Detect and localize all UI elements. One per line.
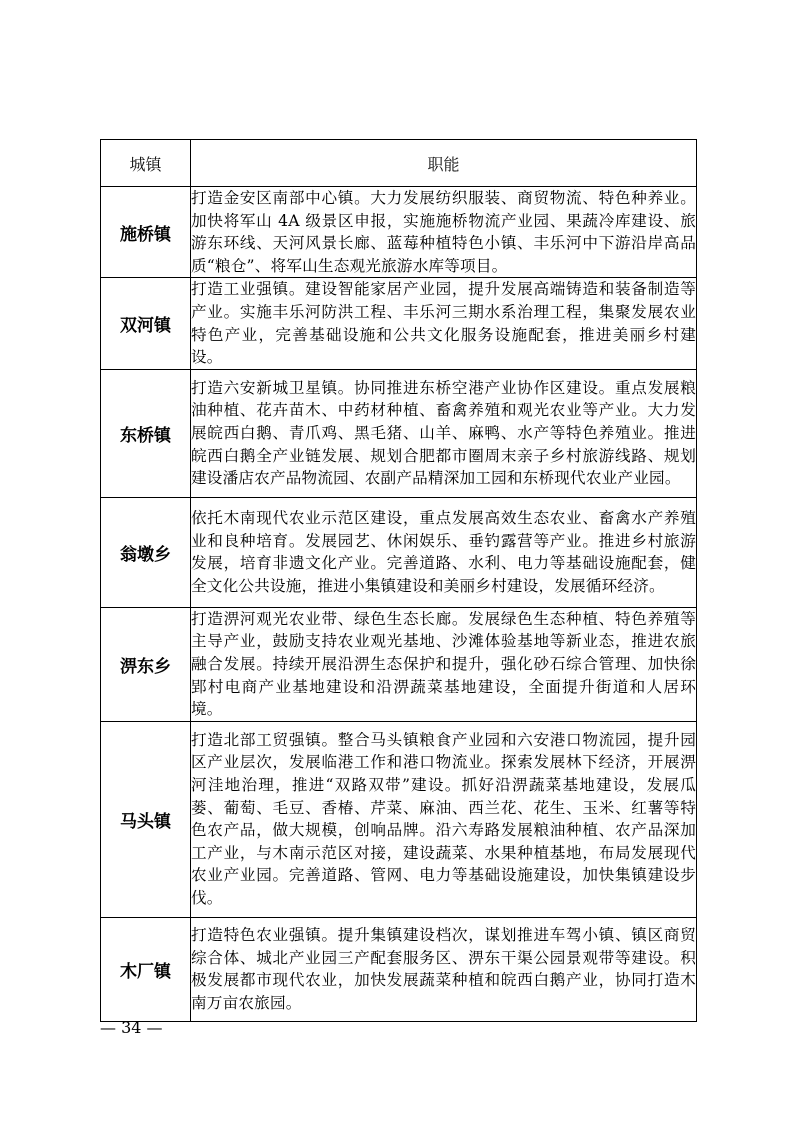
town-function: 打造金安区南部中心镇。大力发展纺织服装、商贸物流、特色种养业。加快将军山 4A 级景区申报，实施施桥物流产业园、果蔬冷库建设、旅游东环线、天河风景长廊、蓝莓种植特色小镇、丰乐河中下游沿岸高品质“粮仓”、将军山生态观光旅游水库等项目。 [191,187,697,278]
town-function: 打造特色农业强镇。提升集镇建设档次，谋划推进车驾小镇、镇区商贸综合体、城北产业园三产配套服务区、淠东干渠公园景观带等建设。积极发展都市现代农业，加快发展蔬菜种植和皖西白鹅产业，协同打造木南万亩农旅园。 [191,917,697,1021]
town-name: 淠东乡 [101,607,191,721]
table-row [101,369,697,497]
town-function: 打造淠河观光农业带、绿色生态长廊。发展绿色生态种植、特色养殖等主导产业，鼓励支持农业观光基地、沙滩体验基地等新业态，推进农旅融合发展。持续开展沿淠生态保护和提升，强化砂石综合管理、加快徐郢村电商产业基地建设和沿淠蔬菜基地建设，全面提升街道和人居环境。 [191,607,697,721]
table-row [101,187,697,278]
town-name: 马头镇 [101,721,191,917]
town-function: 依托木南现代农业示范区建设，重点发展高效生态农业、畜禽水产养殖业和良种培育。发展园艺、休闲娱乐、垂钓露营等产业。推进乡村旅游发展，培育非遗文化产业。完善道路、水利、电力等基础设施配套，健全文化公共设施，推进小集镇建设和美丽乡村建设，发展循环经济。 [191,497,697,607]
table-row [101,497,697,607]
town-name: 翁墩乡 [101,497,191,607]
town-function-table [100,139,697,1022]
town-name: 木厂镇 [101,917,191,1021]
header-function: 职能 [191,140,697,187]
town-function: 打造工业强镇。建设智能家居产业园，提升发展高端铸造和装备制造等产业。实施丰乐河防洪工程、丰乐河三期水系治理工程，集聚发展农业特色产业，完善基础设施和公共文化服务设施配套，推进美丽乡村建设。 [191,278,697,369]
header-town: 城镇 [101,140,191,187]
town-name: 施桥镇 [101,187,191,278]
table-row [101,607,697,721]
table-row [101,721,697,917]
table-header-row [101,140,697,187]
town-function: 打造六安新城卫星镇。协同推进东桥空港产业协作区建设。重点发展粮油种植、花卉苗木、中药材种植、畜禽养殖和观光农业等产业。大力发展皖西白鹅、青爪鸡、黑毛猪、山羊、麻鸭、水产等特色养殖业。推进皖西白鹅全产业链发展、规划合肥都市圈周末亲子乡村旅游线路、规划建设潘店农产品物流园、农副产品精深加工园和东桥现代农业产业园。 [191,369,697,497]
town-name: 东桥镇 [101,369,191,497]
town-function: 打造北部工贸强镇。整合马头镇粮食产业园和六安港口物流园，提升园区产业层次，发展临港工作和港口物流业。探索发展林下经济，开展淠河洼地治理，推进“双路双带”建设。抓好沿淠蔬菜基地建设，发展瓜蒌、葡萄、毛豆、香椿、芹菜、麻油、西兰花、花生、玉米、红薯等特色农产品，做大规模，创响品牌。沿六寿路发展粮油种植、农产品深加工产业，与木南示范区对接，建设蔬菜、水果种植基地，布局发展现代农业产业园。完善道路、管网、电力等基础设施建设，加快集镇建设步伐。 [191,721,697,917]
town-name: 双河镇 [101,278,191,369]
table-row [101,917,697,1021]
page-number: — 34 — [100,1018,163,1037]
table-row [101,278,697,369]
